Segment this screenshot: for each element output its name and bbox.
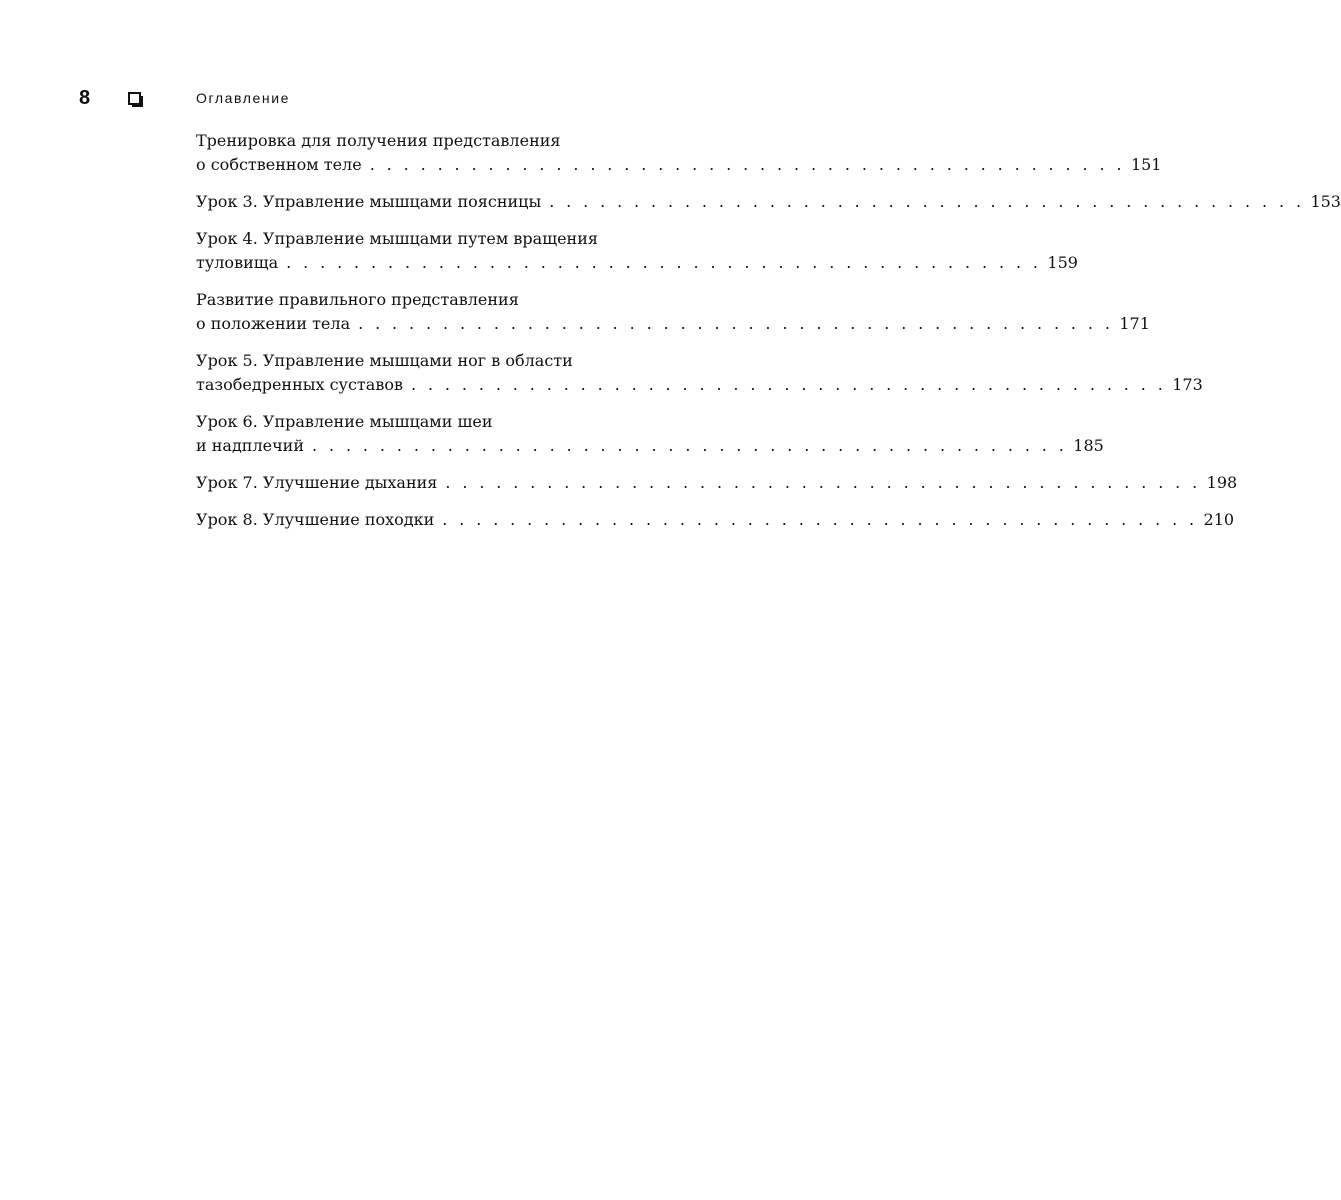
toc-page-number: 151 xyxy=(1130,155,1162,174)
toc-page-number: 171 xyxy=(1119,314,1150,333)
toc-entry-title: о собственном теле xyxy=(196,155,362,174)
toc-entry[interactable] xyxy=(196,471,1238,495)
toc-entry-title: туловища xyxy=(196,253,279,272)
toc-entry-title-line: Урок 5. Управление мышцами ног в области xyxy=(196,351,573,370)
toc-entry-title-line: Развитие правильного представления xyxy=(196,290,519,309)
table-of-contents xyxy=(196,129,1341,545)
toc-entry[interactable] xyxy=(196,410,1104,458)
dot-leader: . . . . . . . . . . . . . . . . . . . . . . . . . . . . . . . . . . . . . . . . . . . . . xyxy=(286,253,1042,272)
toc-page-number: 198 xyxy=(1206,473,1238,492)
toc-entry-title: о положении тела xyxy=(196,314,351,333)
dot-leader: . . . . . . . . . . . . . . . . . . . . . . . . . . . . . . . . . . . . . . . . . . . . . xyxy=(410,375,1167,394)
box-bullet-icon xyxy=(128,92,141,105)
dot-leader: . . . . . . . . . . . . . . . . . . . . . . . . . . . . . . . . . . . . . . . . . . . . . xyxy=(312,436,1068,455)
toc-page-number: 159 xyxy=(1047,253,1078,272)
toc-page-number: 185 xyxy=(1073,436,1104,455)
dot-leader: . . . . . . . . . . . . . . . . . . . . . . . . . . . . . . . . . . . . . . . . . . . . . xyxy=(358,314,1114,333)
toc-entry-title-line: Тренировка для получения представления xyxy=(196,131,561,150)
toc-entry-title: и надплечий xyxy=(196,436,305,455)
toc-entry[interactable] xyxy=(196,349,1203,397)
toc-entry[interactable] xyxy=(196,129,1162,177)
dot-leader: . . . . . . . . . . . . . . . . . . . . . . . . . . . . . . . . . . . . . . . . . . . . . xyxy=(445,473,1201,492)
dot-leader: . . . . . . . . . . . . . . . . . . . . . . . . . . . . . . . . . . . . . . . . . . . . . xyxy=(369,155,1125,174)
toc-entry[interactable] xyxy=(196,190,1341,214)
section-title: Оглавление xyxy=(196,90,291,106)
toc-page-number: 173 xyxy=(1172,375,1203,394)
toc-entry-title: тазобедренных суставов xyxy=(196,375,403,394)
toc-entry-title-line: Урок 6. Управление мышцами шеи xyxy=(196,412,493,431)
toc-entry-title: Урок 8. Улучшение походки xyxy=(196,510,435,529)
dot-leader: . . . . . . . . . . . . . . . . . . . . . . . . . . . . . . . . . . . . . . . . . . . . . xyxy=(442,510,1198,529)
toc-entry[interactable] xyxy=(196,227,1078,275)
toc-entry-title: Урок 3. Управление мышцами поясницы xyxy=(196,192,542,211)
toc-page-number: 153 xyxy=(1310,192,1341,211)
dot-leader: . . . . . . . . . . . . . . . . . . . . . . . . . . . . . . . . . . . . . . . . . . . . . xyxy=(549,192,1305,211)
toc-entry-title-line: Урок 4. Управление мышцами путем вращения xyxy=(196,229,598,248)
toc-entry-title: Урок 7. Улучшение дыхания xyxy=(196,473,438,492)
page-number: 8 xyxy=(79,87,91,109)
toc-entry[interactable] xyxy=(196,288,1150,336)
toc-entry[interactable] xyxy=(196,508,1235,532)
toc-page-number: 210 xyxy=(1203,510,1235,529)
running-head xyxy=(0,86,815,110)
